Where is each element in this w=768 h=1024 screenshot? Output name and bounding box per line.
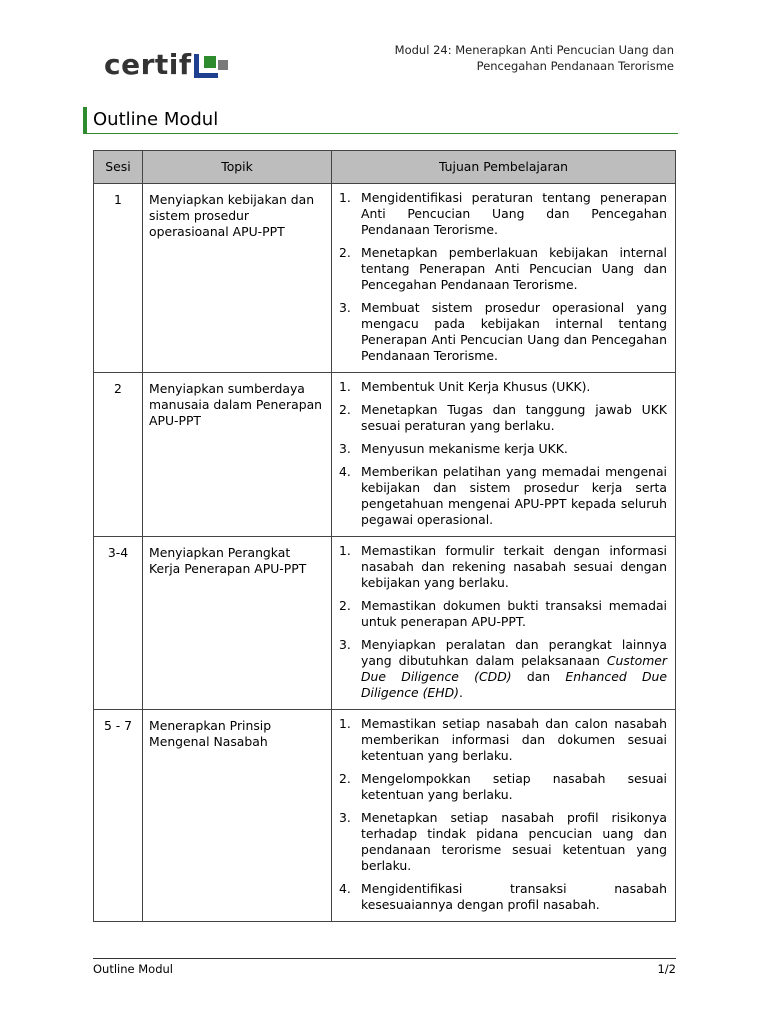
goal-text-b: dan — [511, 669, 566, 684]
goal-number: 1. — [339, 379, 351, 394]
page-number: 1/2 — [657, 962, 676, 976]
goal-item — [338, 598, 667, 630]
goal-number: 3. — [339, 810, 351, 825]
goal-text: Membentuk Unit Kerja Khusus (UKK). — [361, 379, 591, 394]
certif-logo — [104, 46, 234, 86]
table-row — [94, 537, 676, 710]
goal-item — [338, 464, 667, 528]
sesi-cell: 2 — [94, 373, 143, 537]
section-title: Outline Modul — [93, 109, 219, 130]
goal-number: 4. — [339, 881, 351, 896]
goal-item — [338, 300, 667, 364]
table-header-row — [94, 151, 676, 184]
topik-cell: Menyiapkan Perangkat Kerja Penerapan APU-PPT — [143, 537, 332, 710]
goal-number: 3. — [339, 637, 351, 652]
goal-text: Mengidentifikasi peraturan tentang penerapan Anti Pencucian Uang dan Pencegahan Pendanaan Terorisme. — [361, 190, 667, 237]
table-row — [94, 710, 676, 922]
goal-number: 2. — [339, 245, 351, 260]
goal-text: Membuat sistem prosedur operasional yang mengacu pada kebijakan internal tentang Penerapan Anti Pencucian Uang dan Pencegahan Pendanaan Terorisme. — [361, 300, 667, 363]
goal-number: 1. — [339, 716, 351, 731]
column-header-topik: Topik — [143, 151, 332, 184]
page-footer — [93, 958, 676, 976]
goal-text: Menetapkan Tugas dan tanggung jawab UKK sesuai peraturan yang berlaku. — [361, 402, 667, 433]
tujuan-cell — [332, 537, 676, 710]
goal-text: Memberikan pelatihan yang memadai mengenai kebijakan dan sistem prosedur kerja serta pengetahuan mengenai APU-PPT kepada seluruh pegawai operasional. — [361, 464, 667, 527]
goal-item — [338, 810, 667, 874]
goal-number: 2. — [339, 598, 351, 613]
goal-item — [338, 441, 667, 457]
topik-cell: Menyiapkan kebijakan dan sistem prosedur operasioanal APU-PPT — [143, 184, 332, 373]
sesi-cell: 5 - 7 — [94, 710, 143, 922]
goal-text: Memastikan dokumen bukti transaksi memadai untuk penerapan APU-PPT. — [361, 598, 667, 629]
goal-item — [338, 190, 667, 238]
module-header — [314, 43, 674, 74]
goal-list — [338, 716, 667, 913]
goal-number: 3. — [339, 300, 351, 315]
goal-number: 2. — [339, 402, 351, 417]
section-heading — [83, 107, 678, 134]
goal-text: Memastikan setiap nasabah dan calon nasabah memberikan informasi dan dokumen sesuai ketentuan yang berlaku. — [361, 716, 667, 763]
outline-table — [93, 150, 676, 922]
module-title-line2: Pencegahan Pendanaan Terorisme — [476, 58, 674, 73]
goal-item — [338, 771, 667, 803]
goal-item — [338, 379, 667, 395]
goal-list — [338, 190, 667, 364]
goal-number: 1. — [339, 543, 351, 558]
goal-item — [338, 637, 667, 701]
topik-cell: Menerapkan Prinsip Mengenal Nasabah — [143, 710, 332, 922]
topik-cell: Menyiapkan sumberdaya manusaia dalam Penerapan APU-PPT — [143, 373, 332, 537]
goal-text: Mengelompokkan setiap nasabah sesuai ketentuan yang berlaku. — [361, 771, 667, 802]
goal-text: Mengidentifikasi transaksi nasabah kesesuaiannya dengan profil nasabah. — [361, 881, 667, 912]
goal-item — [338, 881, 667, 913]
goal-text-italic-cdd: Customer Due Diligence (CDD) — [361, 653, 667, 684]
sesi-cell: 1 — [94, 184, 143, 373]
goal-text-c: . — [458, 685, 463, 700]
goal-item — [338, 402, 667, 434]
heading-accent-bar — [83, 107, 87, 133]
goal-list — [338, 543, 667, 701]
goal-text: Memastikan formulir terkait dengan informasi nasabah dan rekening nasabah sesuai dengan kebijakan yang berlaku. — [361, 543, 667, 590]
tujuan-cell — [332, 710, 676, 922]
tujuan-cell — [332, 373, 676, 537]
goal-number: 3. — [339, 441, 351, 456]
goal-text: Menetapkan setiap nasabah profil risikonya terhadap tindak pidana pencucian uang dan pendanaan terorisme sesuai ketentuan yang berlaku. — [361, 810, 667, 873]
goal-item — [338, 245, 667, 293]
goal-number: 1. — [339, 190, 351, 205]
module-title-line1: Modul 24: Menerapkan Anti Pencucian Uang dan — [394, 43, 674, 57]
logo-text: certif — [104, 48, 192, 81]
goal-text-italic-edd: Enhanced Due Diligence (EHD) — [361, 669, 667, 700]
goal-text-a: Menyiapkan peralatan dan perangkat lainnya yang dibutuhkan dalam pelaksanaan — [361, 637, 667, 668]
goal-text: Menyusun mekanisme kerja UKK. — [361, 441, 568, 456]
goal-list — [338, 379, 667, 528]
goal-text: Menetapkan pemberlakuan kebijakan internal tentang Penerapan Anti Pencucian Uang dan Pencegahan Pendanaan Terorisme. — [361, 245, 667, 292]
table-row — [94, 184, 676, 373]
goal-item — [338, 716, 667, 764]
column-header-tujuan: Tujuan Pembelajaran — [332, 151, 676, 184]
tujuan-cell — [332, 184, 676, 373]
sesi-cell: 3-4 — [94, 537, 143, 710]
goal-number: 4. — [339, 464, 351, 479]
table-row — [94, 373, 676, 537]
footer-title: Outline Modul — [93, 962, 174, 976]
goal-number: 2. — [339, 771, 351, 786]
logo-mark-icon — [192, 52, 232, 80]
column-header-sesi: Sesi — [94, 151, 143, 184]
goal-item — [338, 543, 667, 591]
